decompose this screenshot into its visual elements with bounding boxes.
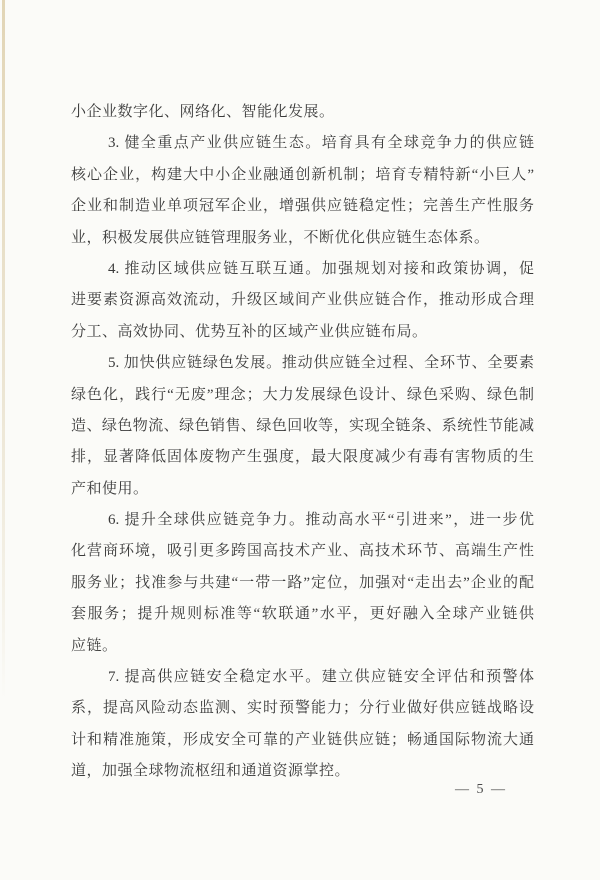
text-line: 计和精准施策，形成安全可靠的产业链供应链；畅通国际物流大通 <box>71 731 534 748</box>
text-line: 3. 健全重点产业供应链生态。培育具有全球竞争力的供应链 <box>108 135 534 152</box>
text-line: 应链。 <box>71 637 118 654</box>
text-line: 道，加强全球物流枢纽和通道资源掌控。 <box>71 763 351 780</box>
text-line: 分工、高效协同、优势互补的区域产业供应链布局。 <box>71 323 428 340</box>
text-line: 排，显著降低固体废物产生强度，最大限度减少有毒有害物质的生 <box>71 449 534 466</box>
text-line: 造、绿色物流、绿色销售、绿色回收等，实现全链条、系统性节能减 <box>71 417 534 434</box>
text-line: 系，提高风险动态监测、实时预警能力；分行业做好供应链战略设 <box>71 700 534 717</box>
text-line: 产和使用。 <box>71 480 149 497</box>
text-line: 4. 推动区域供应链互联互通。加强规划对接和政策协调，促 <box>108 260 534 277</box>
scan-edge-artifact <box>2 0 5 700</box>
text-line: 7. 提高供应链安全稳定水平。建立供应链安全评估和预警体 <box>108 669 534 686</box>
text-line: 化营商环境，吸引更多跨国高技术产业、高技术环节、高端生产性 <box>71 543 534 560</box>
document-body <box>71 97 534 788</box>
text-line: 业，积极发展供应链管理服务业，不断优化供应链生态体系。 <box>71 229 490 246</box>
text-line: 服务业；找准参与共建“一带一路”定位，加强对“走出去”企业的配 <box>71 574 534 591</box>
text-line: 小企业数字化、网络化、智能化发展。 <box>71 104 335 120</box>
text-line: 6. 提升全球供应链竞争力。推动高水平“引进来”，进一步优 <box>108 512 534 529</box>
page-number: — 5 — <box>455 782 507 797</box>
text-line: 核心企业，构建大中小企业融通创新机制；培育专精特新“小巨人” <box>71 166 534 183</box>
text-line: 企业和制造业单项冠军企业，增强供应链稳定性；完善生产性服务 <box>71 198 534 215</box>
text-line: 进要素资源高效流动，升级区域间产业供应链合作，推动形成合理 <box>71 292 534 309</box>
text-line: 5. 加快供应链绿色发展。推动供应链全过程、全环节、全要素 <box>108 355 534 372</box>
text-line: 绿色化，践行“无废”理念；大力发展绿色设计、绿色采购、绿色制 <box>71 386 534 403</box>
text-line: 套服务；提升规则标准等“软联通”水平，更好融入全球产业链供 <box>71 606 534 623</box>
